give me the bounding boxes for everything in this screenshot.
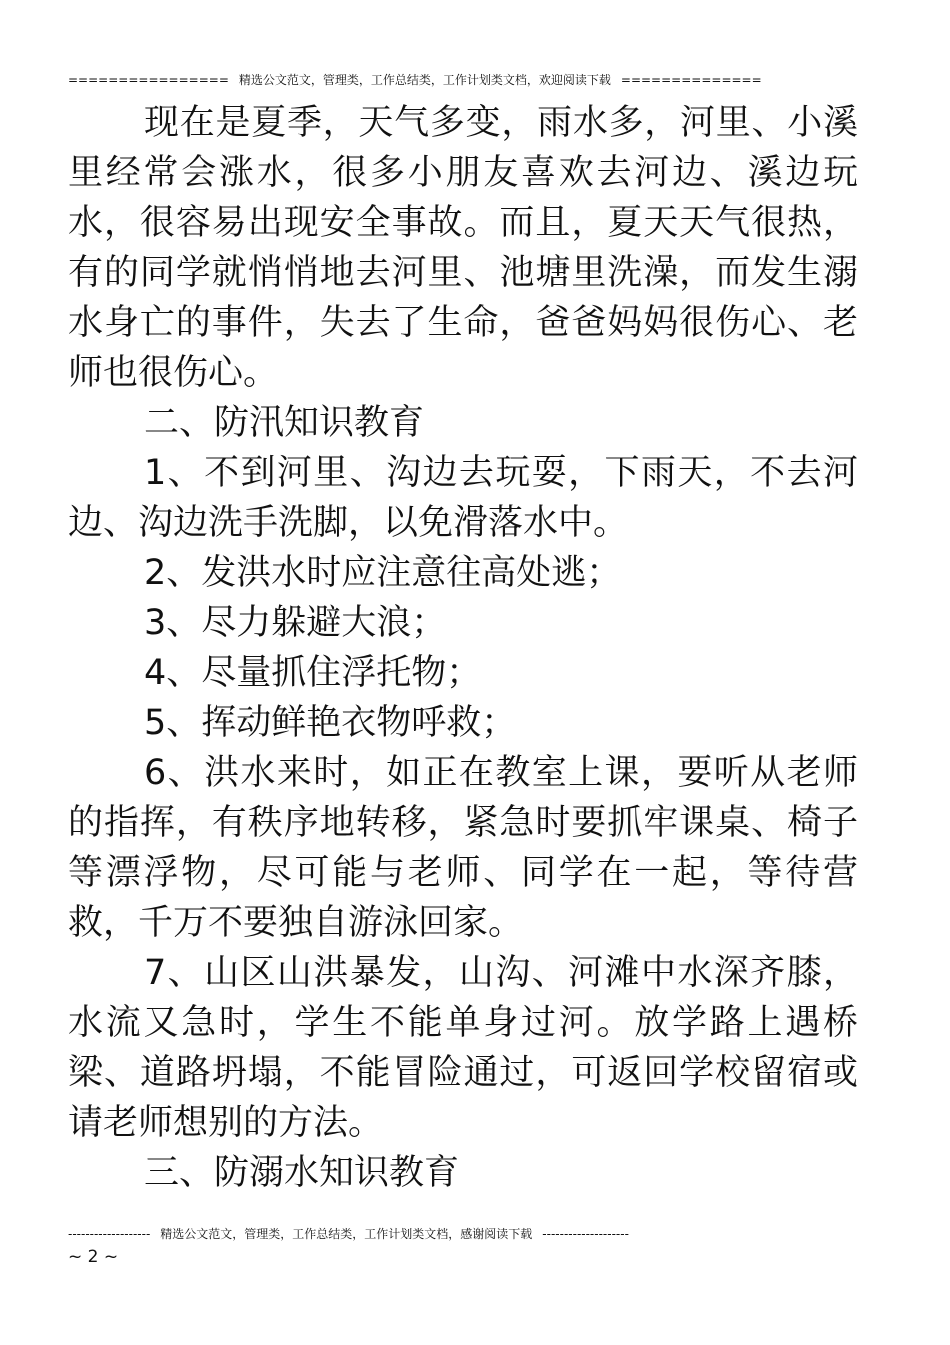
list-item-6: 6、洪水来时，如正在教室上课，要听从老师的指挥，有秩序地转移，紧急时要抓牢课桌、椅子等漂浮物，尽可能与老师、同学在一起，等待营救，千万不要独自游泳回家。: [68, 753, 858, 943]
paragraph-intro: 现在是夏季，天气多变，雨水多，河里、小溪里经常会涨水，很多小朋友喜欢去河边、溪边玩水，很容易出现安全事故。而且，夏天天气很热，有的同学就悄悄地去河里、池塘里洗澡，而发生溺水身亡的事件，失去了生命，爸爸妈妈很伤心、老师也很伤心。: [68, 103, 858, 393]
page-footer: [68, 1226, 629, 1242]
section-heading-flood: 二、防汛知识教育: [144, 403, 425, 443]
list-item-7: 7、山区山洪暴发，山沟、河滩中水深齐膝，水流又急时，学生不能单身过河。放学路上遇桥梁、道路坍塌，不能冒险通过，可返回学校留宿或请老师想别的方法。: [68, 953, 858, 1143]
page-number: ~ 2 ~: [68, 1247, 119, 1267]
header-left-rule: ================: [68, 73, 229, 87]
document-body: [68, 98, 858, 1198]
footer-left-rule: -------------------: [68, 1227, 151, 1241]
list-item-2: 2、发洪水时应注意往高处逃；: [144, 553, 622, 593]
list-item-3: 3、尽力躲避大浪；: [144, 603, 447, 643]
footer-text: 精选公文范文，管理类，工作总结类，工作计划类文档，感谢阅读下载: [160, 1227, 533, 1241]
section-heading-drowning: 三、防溺水知识教育: [144, 1153, 460, 1193]
list-item-4: 4、尽量抓住浮托物；: [144, 653, 482, 693]
header-text: 精选公文范文，管理类，工作总结类，工作计划类文档，欢迎阅读下载: [238, 73, 611, 87]
page-header: [68, 72, 762, 88]
list-item-1: 1、不到河里、沟边去玩耍，下雨天，不去河边、沟边洗手洗脚，以免滑落水中。: [68, 453, 858, 543]
list-item-5: 5、挥动鲜艳衣物呼救；: [144, 703, 517, 743]
header-right-rule: ==============: [620, 73, 762, 87]
footer-right-rule: --------------------: [542, 1227, 629, 1241]
